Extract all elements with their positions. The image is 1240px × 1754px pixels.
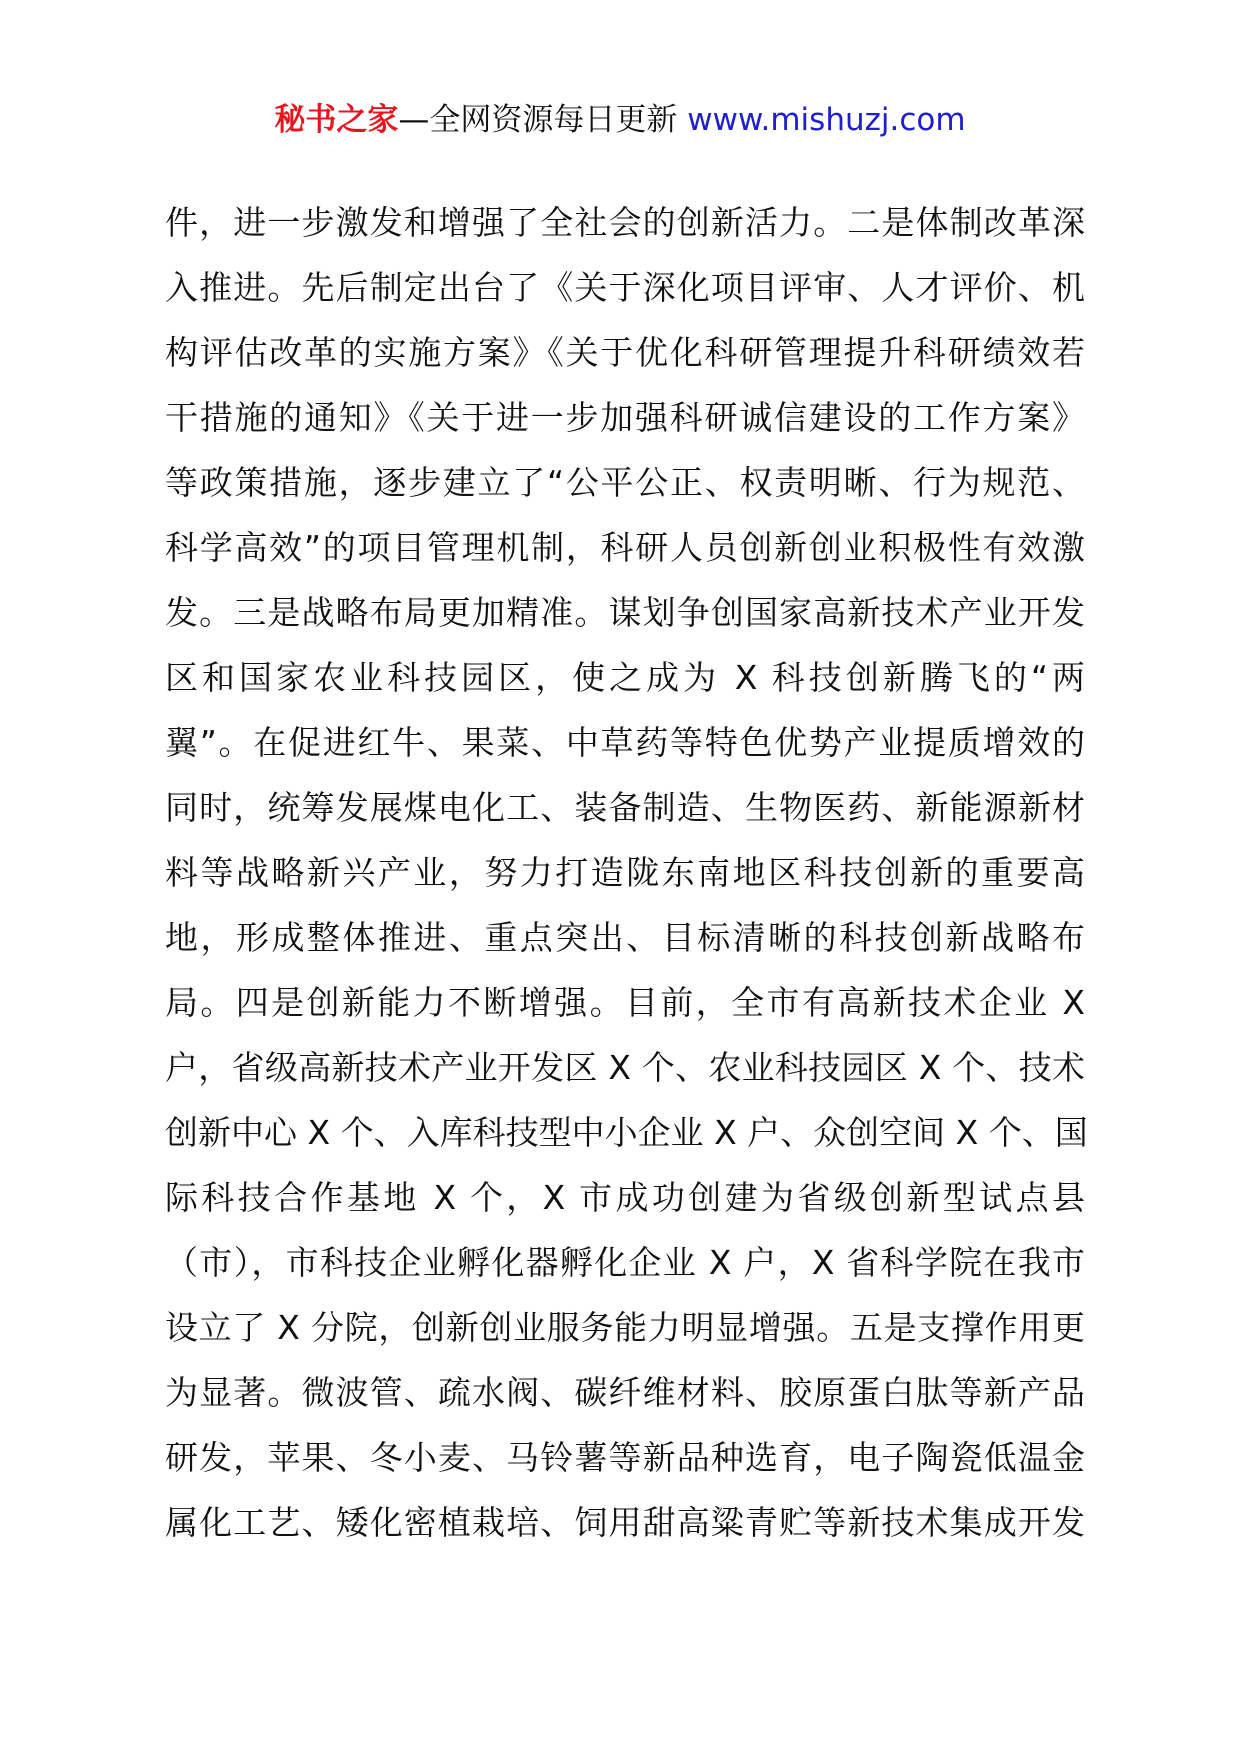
document-body bbox=[165, 190, 1088, 1555]
text-line: 件，进一步激发和增强了全社会的创新活力。二是体制改革深 bbox=[165, 203, 1085, 242]
text-line: 科学高效”的项目管理机制，科研人员创新创业积极性有效激 bbox=[165, 528, 1085, 567]
text-line: 区和国家农业科技园区，使之成为 X 科技创新腾飞的“两 bbox=[165, 658, 1085, 697]
text-line: 设立了 X 分院，创新创业服务能力明显增强。五是支撑作用更 bbox=[165, 1308, 1085, 1347]
text-line: 干措施的通知》《关于进一步加强科研诚信建设的工作方案》 bbox=[165, 398, 1085, 437]
text-line: 际科技合作基地 X 个，X 市成功创建为省级创新型试点县 bbox=[165, 1178, 1085, 1217]
text-line: 料等战略新兴产业，努力打造陇东南地区科技创新的重要高 bbox=[165, 853, 1085, 892]
text-line: 翼”。在促进红牛、果菜、中草药等特色优势产业提质增效的 bbox=[165, 723, 1085, 762]
text-line: 地，形成整体推进、重点突出、目标清晰的科技创新战略布 bbox=[165, 918, 1085, 957]
text-line: 局。四是创新能力不断增强。目前，全市有高新技术企业 X bbox=[165, 983, 1085, 1022]
text-line: 属化工艺、矮化密植栽培、饲用甜高粱青贮等新技术集成开发 bbox=[165, 1503, 1085, 1542]
site-url[interactable]: www.mishuzj.com bbox=[687, 102, 966, 138]
text-line: 户，省级高新技术产业开发区 X 个、农业科技园区 X 个、技术 bbox=[165, 1048, 1085, 1087]
text-line: （市），市科技企业孵化器孵化企业 X 户，X 省科学院在我市 bbox=[165, 1243, 1085, 1282]
text-line: 研发，苹果、冬小麦、马铃薯等新品种选育，电子陶瓷低温金 bbox=[165, 1438, 1085, 1477]
text-line: 构评估改革的实施方案》《关于优化科研管理提升科研绩效若 bbox=[165, 333, 1085, 372]
site-header bbox=[0, 100, 1240, 140]
text-line: 为显著。微波管、疏水阀、碳纤维材料、胶原蛋白肽等新产品 bbox=[165, 1373, 1085, 1412]
text-line: 入推进。先后制定出台了《关于深化项目评审、人才评价、机 bbox=[165, 268, 1085, 307]
site-brand: 秘书之家 bbox=[274, 102, 399, 138]
text-line: 等政策措施，逐步建立了“公平公正、权责明晰、行为规范、 bbox=[165, 463, 1085, 502]
site-tagline: —全网资源每日更新 bbox=[398, 102, 678, 138]
text-line: 创新中心 X 个、入库科技型中小企业 X 户、众创空间 X 个、国 bbox=[165, 1113, 1088, 1152]
text-line: 同时，统筹发展煤电化工、装备制造、生物医药、新能源新材 bbox=[165, 788, 1085, 827]
text-line: 发。三是战略布局更加精准。谋划争创国家高新技术产业开发 bbox=[165, 593, 1085, 632]
